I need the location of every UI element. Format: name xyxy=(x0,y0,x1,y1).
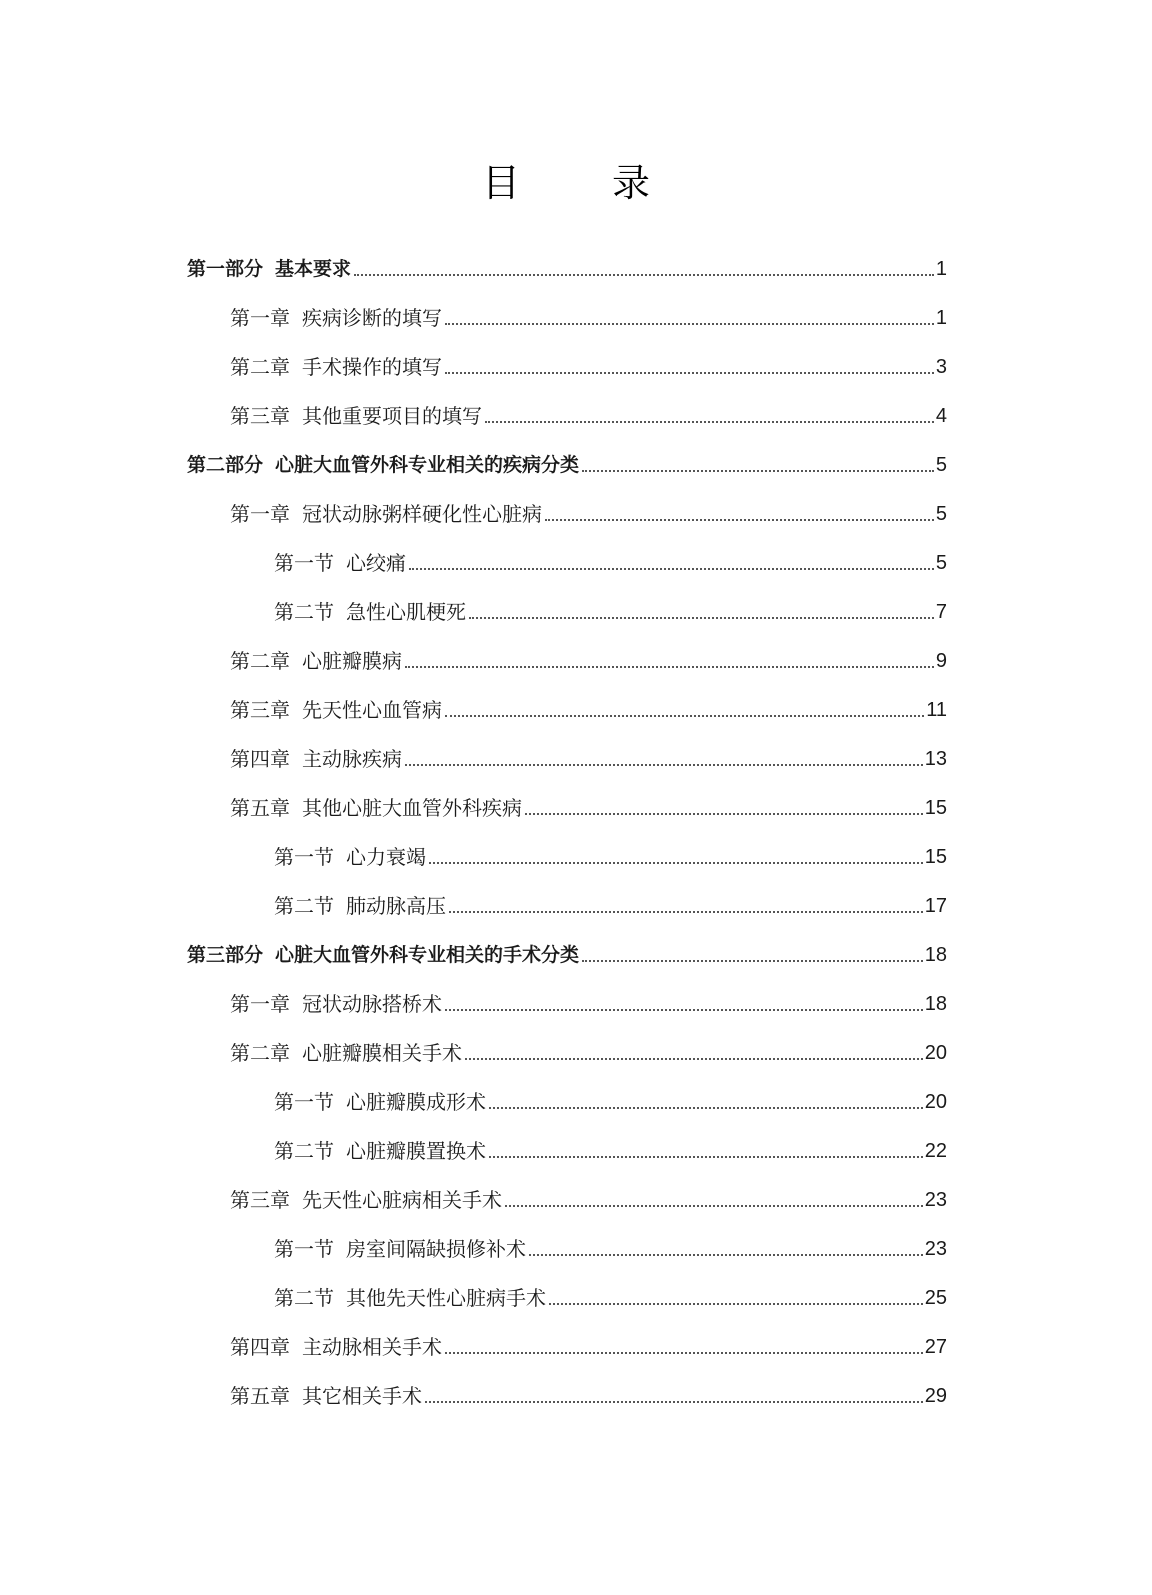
toc-entry-prefix: 第一部分 xyxy=(187,258,264,280)
dot-leader xyxy=(549,1284,923,1305)
toc-page-number: 27 xyxy=(924,1336,947,1358)
toc-entry[interactable] xyxy=(0,394,1152,443)
dot-leader xyxy=(582,941,923,962)
toc-entry-label xyxy=(274,892,446,920)
table-of-contents xyxy=(0,247,1152,1423)
toc-page-number: 1 xyxy=(935,307,947,329)
dot-leader xyxy=(545,500,934,521)
toc-entry-label xyxy=(230,1039,462,1067)
toc-page-number: 7 xyxy=(935,601,947,623)
dot-leader xyxy=(425,1382,923,1403)
toc-entry-label xyxy=(230,353,442,381)
toc-entry-prefix: 第一章 xyxy=(230,306,290,330)
toc-entry[interactable] xyxy=(0,1325,1152,1374)
toc-entry-prefix: 第一节 xyxy=(274,845,334,869)
toc-entry-text: 其它相关手术 xyxy=(302,1384,422,1408)
toc-entry-text: 手术操作的填写 xyxy=(302,355,442,379)
toc-entry[interactable] xyxy=(0,1178,1152,1227)
toc-entry-text: 心脏瓣膜相关手术 xyxy=(302,1041,462,1065)
toc-page-number: 18 xyxy=(924,993,947,1015)
toc-entry[interactable] xyxy=(0,296,1152,345)
dot-leader xyxy=(445,353,934,374)
toc-entry[interactable] xyxy=(0,884,1152,933)
dot-leader xyxy=(405,745,923,766)
toc-entry-prefix: 第四章 xyxy=(230,747,290,771)
toc-entry-prefix: 第三章 xyxy=(230,1188,290,1212)
toc-page-number: 3 xyxy=(935,356,947,378)
toc-entry-label xyxy=(230,745,402,773)
toc-entry-text: 先天性心脏病相关手术 xyxy=(302,1188,502,1212)
toc-page-number: 20 xyxy=(924,1091,947,1113)
dot-leader xyxy=(489,1088,923,1109)
toc-entry-prefix: 第二节 xyxy=(274,1286,334,1310)
toc-entry-prefix: 第一章 xyxy=(230,992,290,1016)
toc-entry-prefix: 第二章 xyxy=(230,649,290,673)
dot-leader xyxy=(405,647,934,668)
toc-entry-prefix: 第二节 xyxy=(274,894,334,918)
toc-entry-text: 冠状动脉粥样硬化性心脏病 xyxy=(302,502,542,526)
toc-entry-label xyxy=(274,598,466,626)
toc-page-number: 22 xyxy=(924,1140,947,1162)
toc-page-number: 13 xyxy=(924,748,947,770)
dot-leader xyxy=(582,451,934,472)
toc-entry-text: 主动脉疾病 xyxy=(302,747,402,771)
dot-leader xyxy=(429,843,923,864)
toc-entry-label xyxy=(274,1284,546,1312)
toc-entry[interactable] xyxy=(0,345,1152,394)
toc-entry-text: 心绞痛 xyxy=(346,551,406,575)
toc-page-number: 15 xyxy=(924,846,947,868)
dot-leader xyxy=(469,598,934,619)
toc-entry-prefix: 第三章 xyxy=(230,698,290,722)
toc-entry-label xyxy=(230,647,402,675)
toc-entry-text: 急性心肌梗死 xyxy=(346,600,466,624)
toc-entry[interactable] xyxy=(0,492,1152,541)
toc-entry[interactable] xyxy=(0,1031,1152,1080)
toc-entry-label xyxy=(230,1333,442,1361)
toc-entry-prefix: 第四章 xyxy=(230,1335,290,1359)
toc-entry[interactable] xyxy=(0,933,1152,982)
toc-entry-prefix: 第一章 xyxy=(230,502,290,526)
dot-leader xyxy=(485,402,934,423)
toc-page-number: 4 xyxy=(935,405,947,427)
dot-leader xyxy=(445,1333,923,1354)
toc-page-number: 20 xyxy=(924,1042,947,1064)
toc-entry-label xyxy=(230,402,482,430)
toc-entry[interactable] xyxy=(0,639,1152,688)
toc-page-number: 11 xyxy=(926,699,947,721)
toc-entry-text: 其他心脏大血管外科疾病 xyxy=(302,796,522,820)
toc-page-number: 9 xyxy=(935,650,947,672)
toc-entry-prefix: 第一节 xyxy=(274,1237,334,1261)
toc-entry-prefix: 第二章 xyxy=(230,1041,290,1065)
toc-page-number: 23 xyxy=(924,1189,947,1211)
toc-entry-text: 心脏瓣膜病 xyxy=(302,649,402,673)
toc-entry-text: 心脏大血管外科专业相关的手术分类 xyxy=(275,944,580,966)
toc-page-number: 25 xyxy=(924,1287,947,1309)
toc-entry[interactable] xyxy=(0,737,1152,786)
dot-leader xyxy=(445,696,924,717)
toc-entry-label xyxy=(187,451,579,479)
toc-entry-label xyxy=(274,1088,486,1116)
toc-page-number: 1 xyxy=(935,258,947,280)
toc-entry[interactable] xyxy=(0,1276,1152,1325)
toc-page-number: 5 xyxy=(935,454,947,476)
toc-entry-label xyxy=(187,941,579,969)
toc-entry[interactable] xyxy=(0,443,1152,492)
toc-entry-label xyxy=(230,794,522,822)
toc-entry-text: 其他先天性心脏病手术 xyxy=(346,1286,546,1310)
toc-entry-label xyxy=(230,1186,502,1214)
toc-entry-label xyxy=(274,1235,526,1263)
toc-entry-text: 主动脉相关手术 xyxy=(302,1335,442,1359)
toc-entry-label xyxy=(230,990,442,1018)
toc-entry[interactable] xyxy=(0,247,1152,296)
toc-entry-prefix: 第二部分 xyxy=(187,454,264,476)
toc-entry-label xyxy=(274,549,406,577)
toc-entry[interactable] xyxy=(0,590,1152,639)
toc-entry[interactable] xyxy=(0,835,1152,884)
toc-entry-text: 房室间隔缺损修补术 xyxy=(346,1237,526,1261)
dot-leader xyxy=(489,1137,923,1158)
dot-leader xyxy=(409,549,934,570)
toc-page-number: 18 xyxy=(924,944,947,966)
toc-entry[interactable] xyxy=(0,982,1152,1031)
toc-entry-text: 肺动脉高压 xyxy=(346,894,446,918)
toc-entry-label xyxy=(187,255,351,283)
toc-entry[interactable] xyxy=(0,786,1152,835)
toc-entry-text: 心脏大血管外科专业相关的疾病分类 xyxy=(275,454,580,476)
toc-entry[interactable] xyxy=(0,541,1152,590)
dot-leader xyxy=(445,990,923,1011)
toc-page-number: 5 xyxy=(935,552,947,574)
toc-entry-text: 其他重要项目的填写 xyxy=(302,404,482,428)
toc-page-number: 15 xyxy=(924,797,947,819)
toc-entry-prefix: 第五章 xyxy=(230,1384,290,1408)
dot-leader xyxy=(529,1235,923,1256)
dot-leader xyxy=(465,1039,923,1060)
dot-leader xyxy=(445,304,934,325)
page-title: 目 录 xyxy=(481,161,691,205)
dot-leader xyxy=(505,1186,923,1207)
toc-entry[interactable] xyxy=(0,1080,1152,1129)
toc-page-number: 5 xyxy=(935,503,947,525)
toc-page-number: 23 xyxy=(924,1238,947,1260)
toc-entry-label xyxy=(230,1382,422,1410)
toc-entry[interactable] xyxy=(0,1374,1152,1423)
toc-entry[interactable] xyxy=(0,1227,1152,1276)
toc-entry[interactable] xyxy=(0,1129,1152,1178)
toc-page-number: 17 xyxy=(924,895,947,917)
toc-entry-label xyxy=(230,696,442,724)
toc-entry-prefix: 第五章 xyxy=(230,796,290,820)
toc-entry-text: 心脏瓣膜置换术 xyxy=(346,1139,486,1163)
toc-entry-label xyxy=(230,304,442,332)
dot-leader xyxy=(449,892,923,913)
toc-entry-prefix: 第一节 xyxy=(274,551,334,575)
toc-entry-label xyxy=(230,500,542,528)
toc-entry-prefix: 第三章 xyxy=(230,404,290,428)
toc-entry-label xyxy=(274,843,426,871)
toc-entry[interactable] xyxy=(0,688,1152,737)
dot-leader xyxy=(525,794,923,815)
toc-entry-text: 冠状动脉搭桥术 xyxy=(302,992,442,1016)
dot-leader xyxy=(354,255,934,276)
toc-entry-text: 心力衰竭 xyxy=(346,845,426,869)
toc-entry-prefix: 第一节 xyxy=(274,1090,334,1114)
toc-page-number: 29 xyxy=(924,1385,947,1407)
toc-entry-text: 心脏瓣膜成形术 xyxy=(346,1090,486,1114)
toc-entry-label xyxy=(274,1137,486,1165)
toc-entry-prefix: 第二节 xyxy=(274,1139,334,1163)
toc-entry-prefix: 第二章 xyxy=(230,355,290,379)
toc-entry-prefix: 第二节 xyxy=(274,600,334,624)
toc-entry-text: 基本要求 xyxy=(275,258,352,280)
toc-entry-text: 疾病诊断的填写 xyxy=(302,306,442,330)
toc-entry-text: 先天性心血管病 xyxy=(302,698,442,722)
toc-entry-prefix: 第三部分 xyxy=(187,944,264,966)
